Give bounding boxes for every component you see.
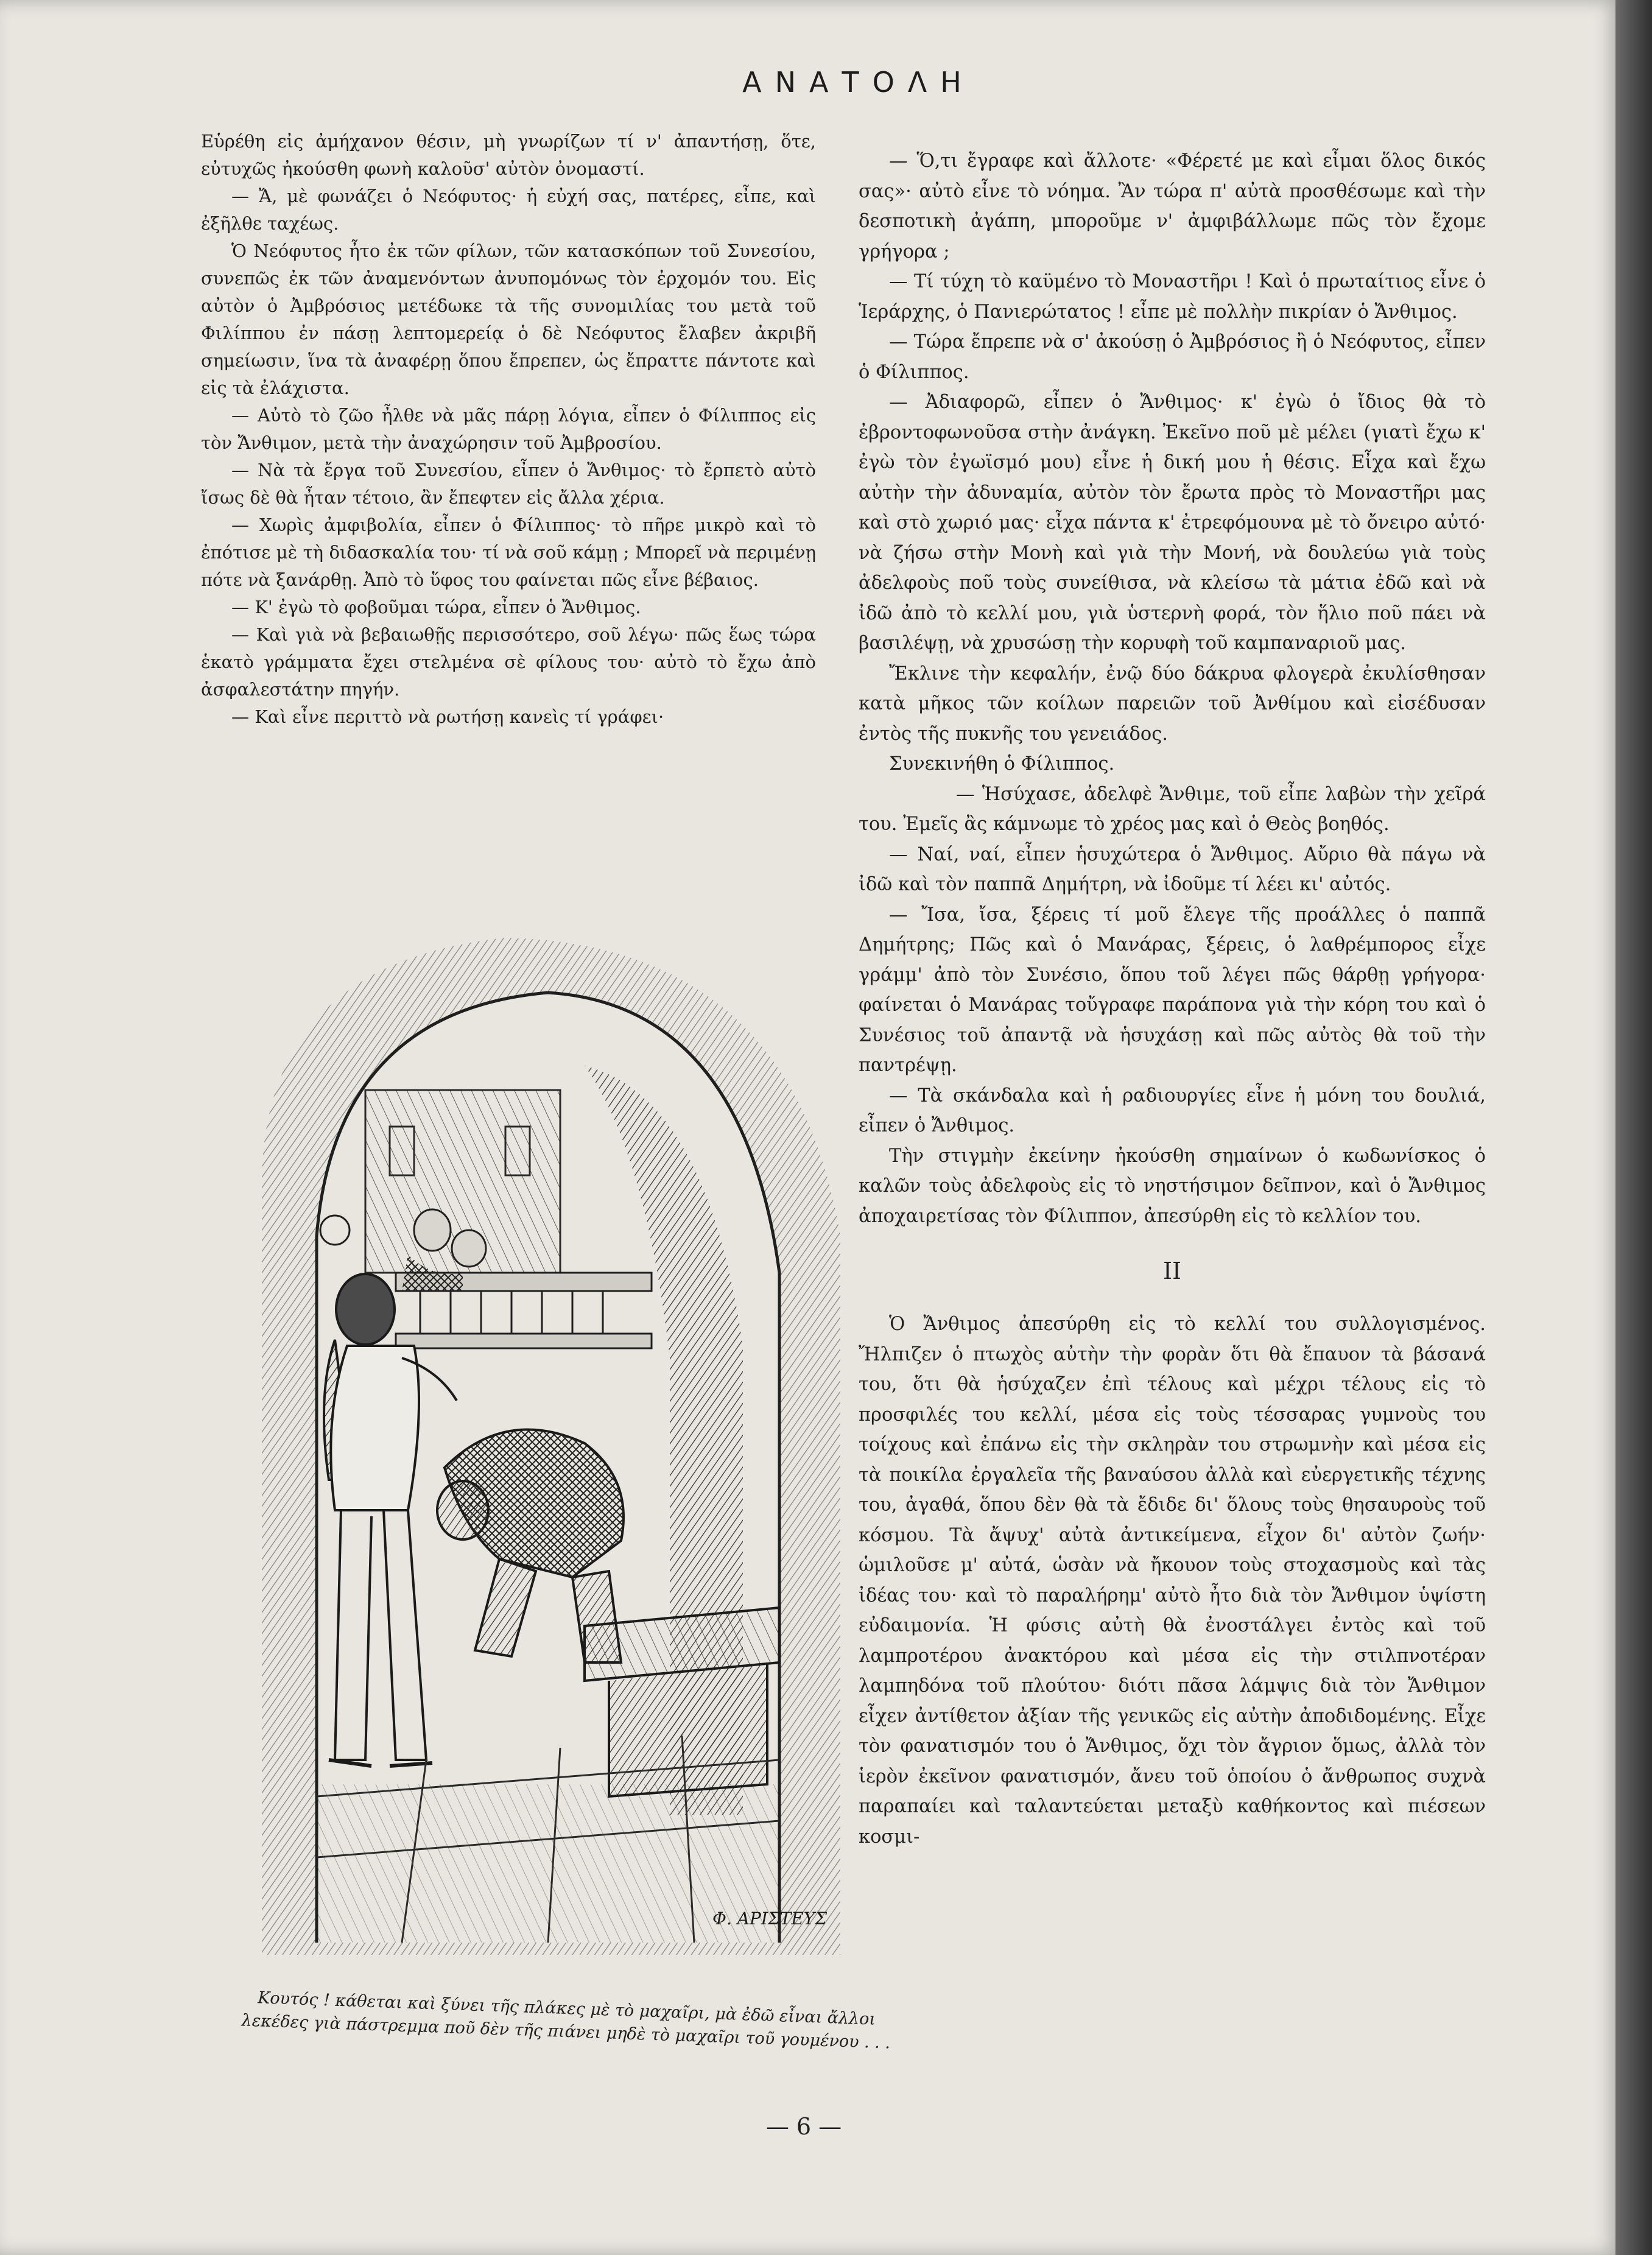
left-column (201, 128, 816, 731)
illustration-caption: Κουτός ! κάθεται καὶ ξύνει τῆς πλάκες μὲ τὸ μαχαῖρι, μὰ ἐδῶ εἶναι ἄλλοι λεκέδες γιὰ πάστρεμμα ποῦ δὲν τῆς πιάνει μηδὲ τὸ μαχαῖρι τοῦ γουμένου . . . (241, 1988, 891, 2053)
paragraph: — Ἀδιαφορῶ, εἶπεν ὁ Ἄνθιμος· κ' ἐγὼ ὁ ἴδιος θὰ τὸ ἐβροντοφωνοῦσα στὴν ἀνάγκη. Ἐκεῖνο ποῦ μὲ μέλει (γιατὶ ἔχω κ' ἐγὼ τὸν ἐγωϊσμό μου) εἶνε ἡ δική μου ἡ θέσις. Εἶχα καὶ ἔχω αὐτὴν τὴν ἀδυναμία, αὐτὸν τὸν ἔρωτα πρὸς τὸ Μοναστῆρι μας καὶ στὸ χωριό μας· εἶχα πάντα κ' ἐτρεφόμουνα μὲ τὸ ὄνειρο αὐτό· νὰ ζήσω στὴν Μονὴ καὶ γιὰ τὴν Μονή, νὰ δουλεύω γιὰ τοὺς ἀδελφοὺς ποῦ τοὺς συνείθισα, νὰ κλείσω τὰ μάτια ἐδῶ καὶ νὰ ἰδῶ ἀπὸ τὸ κελλί μου, γιὰ ὑστερνὴ φορά, τὸν ἥλιο ποῦ πάει νὰ βασιλέψῃ, νὰ χρυσώσῃ τὴν κορυφὴ τοῦ καμπαναριοῦ μας. (859, 392, 1486, 654)
paragraph: — Καὶ γιὰ νὰ βεβαιωθῇς περισσότερο, σοῦ λέγω· πῶς ἕως τώρα ἑκατὸ γράμματα ἔχει στελμένα σὲ φίλους του· αὐτὸ τὸ ἔχω ἀπὸ ἀσφαλεστάτην πηγήν. (201, 624, 816, 700)
paragraph: — Κ' ἐγὼ τὸ φοβοῦμαι τώρα, εἶπεν ὁ Ἄνθιμος. (231, 597, 641, 617)
paragraph: — Ἡσύχασε, ἀδελφὲ Ἄνθιμε, τοῦ εἶπε λαβὼν τὴν χεῖρά του. Ἐμεῖς ἂς κάμνωμε τὸ χρέος μας καὶ ὁ Θεὸς βοηθός. (859, 783, 1486, 835)
paragraph: Συνεκινήθη ὁ Φίλιππος. (889, 753, 1115, 775)
paragraph: — Ὅ,τι ἔγραφε καὶ ἄλλοτε· «Φέρετέ με καὶ εἶμαι ὅλος δικός σας»· αὐτὸ εἶνε τὸ νόημα. Ἂν τώρα π' αὐτὰ προσθέσωμε καὶ τὴν δεσποτικὴ ἀγάπη, μποροῦμε ν' ἀμφιβάλλωμε πῶς τὸν ἔχομε γρήγορα ; (859, 150, 1486, 262)
paragraph: Ἔκλινε τὴν κεφαλήν, ἐνῷ δύο δάκρυα φλογερὰ ἐκυλίσθησαν κατὰ μῆκος τῶν κοίλων παρειῶν τοῦ Ἀνθίμου καὶ εἰσέδυσαν ἐντὸς τῆς πυκνῆς του γενειάδος. (859, 663, 1486, 745)
page-number: — 6 — (765, 2113, 842, 2140)
paragraph: — Τώρα ἔπρεπε νὰ σ' ἀκούσῃ ὁ Ἀμβρόσιος ἢ ὁ Νεόφυτος, εἶπεν ὁ Φίλιππος. (859, 331, 1486, 383)
paragraph: — Τί τύχη τὸ καϋμένο τὸ Μοναστῆρι ! Καὶ ὁ πρωταίτιος εἶνε ὁ Ἱεράρχης, ὁ Πανιερώτατος ! εἶπε μὲ πολλὴν πικρίαν ὁ Ἄνθιμος. (859, 271, 1486, 323)
paragraph: — Καὶ εἶνε περιττὸ νὰ ρωτήσῃ κανεὶς τί γράφει· (231, 706, 664, 727)
illustration (244, 810, 889, 1979)
paragraph: — Νὰ τὰ ἔργα τοῦ Συνεσίου, εἶπεν ὁ Ἄνθιμος· τὸ ἔρπετὸ αὐτὸ ἴσως δὲ θὰ ἦταν τέτοιο, ἂν ἔπεφτεν εἰς ἄλλα χέρια. (201, 460, 816, 508)
engraving-illustration (244, 810, 889, 1979)
paragraph: Εὑρέθη εἰς ἀμήχανον θέσιν, μὴ γνωρίζων τί ν' ἀπαντήσῃ, ὅτε, εὐτυχῶς ἠκούσθη φωνὴ καλοῦσ' αὐτὸν ὀνομαστί. (201, 131, 816, 179)
section-numeral: II (1162, 1258, 1182, 1284)
signature-text: Φ. ΑΡΙΣΤΕΥΣ (712, 1908, 828, 1929)
page-edge-shadow (1615, 0, 1652, 2255)
paragraph: — Ἄ, μὲ φωνάζει ὁ Νεόφυτος· ἡ εὐχή σας, πατέρες, εἶπε, καὶ ἐξῆλθε ταχέως. (201, 186, 816, 234)
paragraph: — Ἴσα, ἴσα, ξέρεις τί μοῦ ἔλεγε τῆς προάλλες ὁ παππᾶ Δημήτρης; Πῶς καὶ ὁ Μανάρας, ξέρεις, ὁ λαθρέμπορος εἶχε γράμμ' ἀπὸ τὸν Συνέσιο, ὅπου τοῦ λέγει πῶς θάρθῃ γρήγορα· φαίνεται ὁ Μανάρας τοὔγραφε παράπονα γιὰ τὴν κόρη του καὶ ὁ Συνέσιος τοῦ ἀπαντᾷ νὰ ἡσυχάσῃ καὶ πῶς αὐτὸς θὰ τοῦ τὴν παντρέψῃ. (859, 904, 1486, 1076)
paragraph: — Αὐτὸ τὸ ζῶο ἦλθε νὰ μᾶς πάρῃ λόγια, εἶπεν ὁ Φίλιππος εἰς τὸν Ἄνθιμον, μετὰ τὴν ἀναχώρησιν τοῦ Ἀμβροσίου. (201, 405, 816, 453)
paragraph: — Ναί, ναί, εἶπεν ἡσυχώτερα ὁ Ἄνθιμος. Αὔριο θὰ πάγω νὰ ἰδῶ καὶ τὸν παππᾶ Δημήτρη, νὰ ἰδοῦμε τί λέει κι' αὐτός. (859, 843, 1486, 895)
running-head: ΑΝΑΤΟΛΗ (742, 66, 975, 99)
right-column (859, 146, 1486, 1852)
paragraph: Ὁ Ἄνθιμος ἀπεσύρθη εἰς τὸ κελλί του συλλογισμένος. Ἤλπιζεν ὁ πτωχὸς αὐτὴν τὴν φορὰν ὅτι θὰ ἔπαυον τὰ βάσανά του, ὅτι θὰ ἡσύχαζεν ἐπὶ τέλους καὶ μέχρι τέλους εἰς τὸ προσφιλές του κελλί, μέσα εἰς τοὺς τέσσαρας γυμνοὺς του τοίχους καὶ ἐπάνω εἰς τὴν σκληρὰν του στρωμνὴν καὶ μέσα εἰς τὰ ποικίλα ἐργαλεῖα τῆς βαναύσου ἀλλὰ καὶ εὐεργετικῆς τέχνης του, ἀγαθά, ὅπου δὲν θὰ τὰ ἔδιδε δι' ὅλους τοὺς θησαυροὺς τοῦ κόσμου. Τὰ ἄψυχ' αὐτὰ ἀντικείμενα, εἶχον δι' αὐτὸν ζωήν· ὡμιλοῦσε μ' αὐτά, ὡσὰν νὰ ἤκουον τοὺς στοχασμοὺς καὶ τὰς ἰδέας του· καὶ τὸ παραλήρημ' αὐτὸ ἦτο διὰ τὸν Ἄνθιμον ὑψίστη εὐδαιμονία. Ἡ φύσις αὐτὴ θὰ ἐνοστάλγει ἐντὸς καὶ τοῦ λαμπροτέρου ἀνακτόρου καὶ μέσα εἰς τὴν στιλπνοτέραν λαμπηδόνα τοῦ πλούτου· διότι πᾶσα λάμψις διὰ τὸν Ἄνθιμον εἶχεν ἀντίθετον ἀξίαν τῆς γενικῶς εἰς αὐτὴν ἀποδιδομένης. Εἶχε τὸν φανατισμόν του ὁ Ἄνθιμος, ὄχι τὸν ἄγριον ὅμως, ἀλλὰ τὸν ἱερὸν ἐκεῖνον φανατισμόν, ἄνευ τοῦ ὁποίου ὁ ἄνθρωπος συχνὰ παραπαίει καὶ ταλαντεύεται μεταξὺ καθήκοντος καὶ πιέσεων κοσμι- (859, 1314, 1486, 1848)
paragraph: Τὴν στιγμὴν ἐκείνην ἠκούσθη σημαίνων ὁ κωδωνίσκος ὁ καλῶν τοὺς ἀδελφοὺς εἰς τὸ νηστήσιμον δεῖπνον, καὶ ὁ Ἄνθιμος ἀποχαιρετίσας τὸν Φίλιππον, ἀπεσύρθη εἰς τὸ κελλίον του. (859, 1145, 1486, 1227)
paragraph: Ὁ Νεόφυτος ἦτο ἐκ τῶν φίλων, τῶν κατασκόπων τοῦ Συνεσίου, συνεπῶς ἐκ τῶν ἀναμενόντων ἀνυπομόνως τὸν ἐρχομόν του. Εἰς αὐτὸν ὁ Ἀμβρόσιος μετέδωκε τὰ τῆς συνομιλίας του μετὰ τοῦ Φιλίππου ἐν πάσῃ λεπτομερείᾳ ὁ δὲ Νεόφυτος ἔλαβεν ἀκριβῆ σημείωσιν, ἵνα τὰ ἀναφέρῃ ὅπου ἔπρεπεν, ὡς ἔπραττε πάντοτε καὶ εἰς τὰ ἐλάχιστα. (201, 241, 816, 398)
paragraph: — Χωρὶς ἀμφιβολία, εἶπεν ὁ Φίλιππος· τὸ πῆρε μικρὸ καὶ τὸ ἐπότισε μὲ τὴ διδασκαλία του· τί νὰ σοῦ κάμῃ ; Μπορεῖ νὰ περιμένῃ πότε νὰ ξανάρθῃ. Ἀπὸ τὸ ὕφος του φαίνεται πῶς εἶνε βέβαιος. (201, 515, 816, 590)
paragraph: — Τὰ σκάνδαλα καὶ ἡ ραδιουργίες εἶνε ἡ μόνη του δουλιά, εἶπεν ὁ Ἄνθιμος. (859, 1085, 1486, 1136)
